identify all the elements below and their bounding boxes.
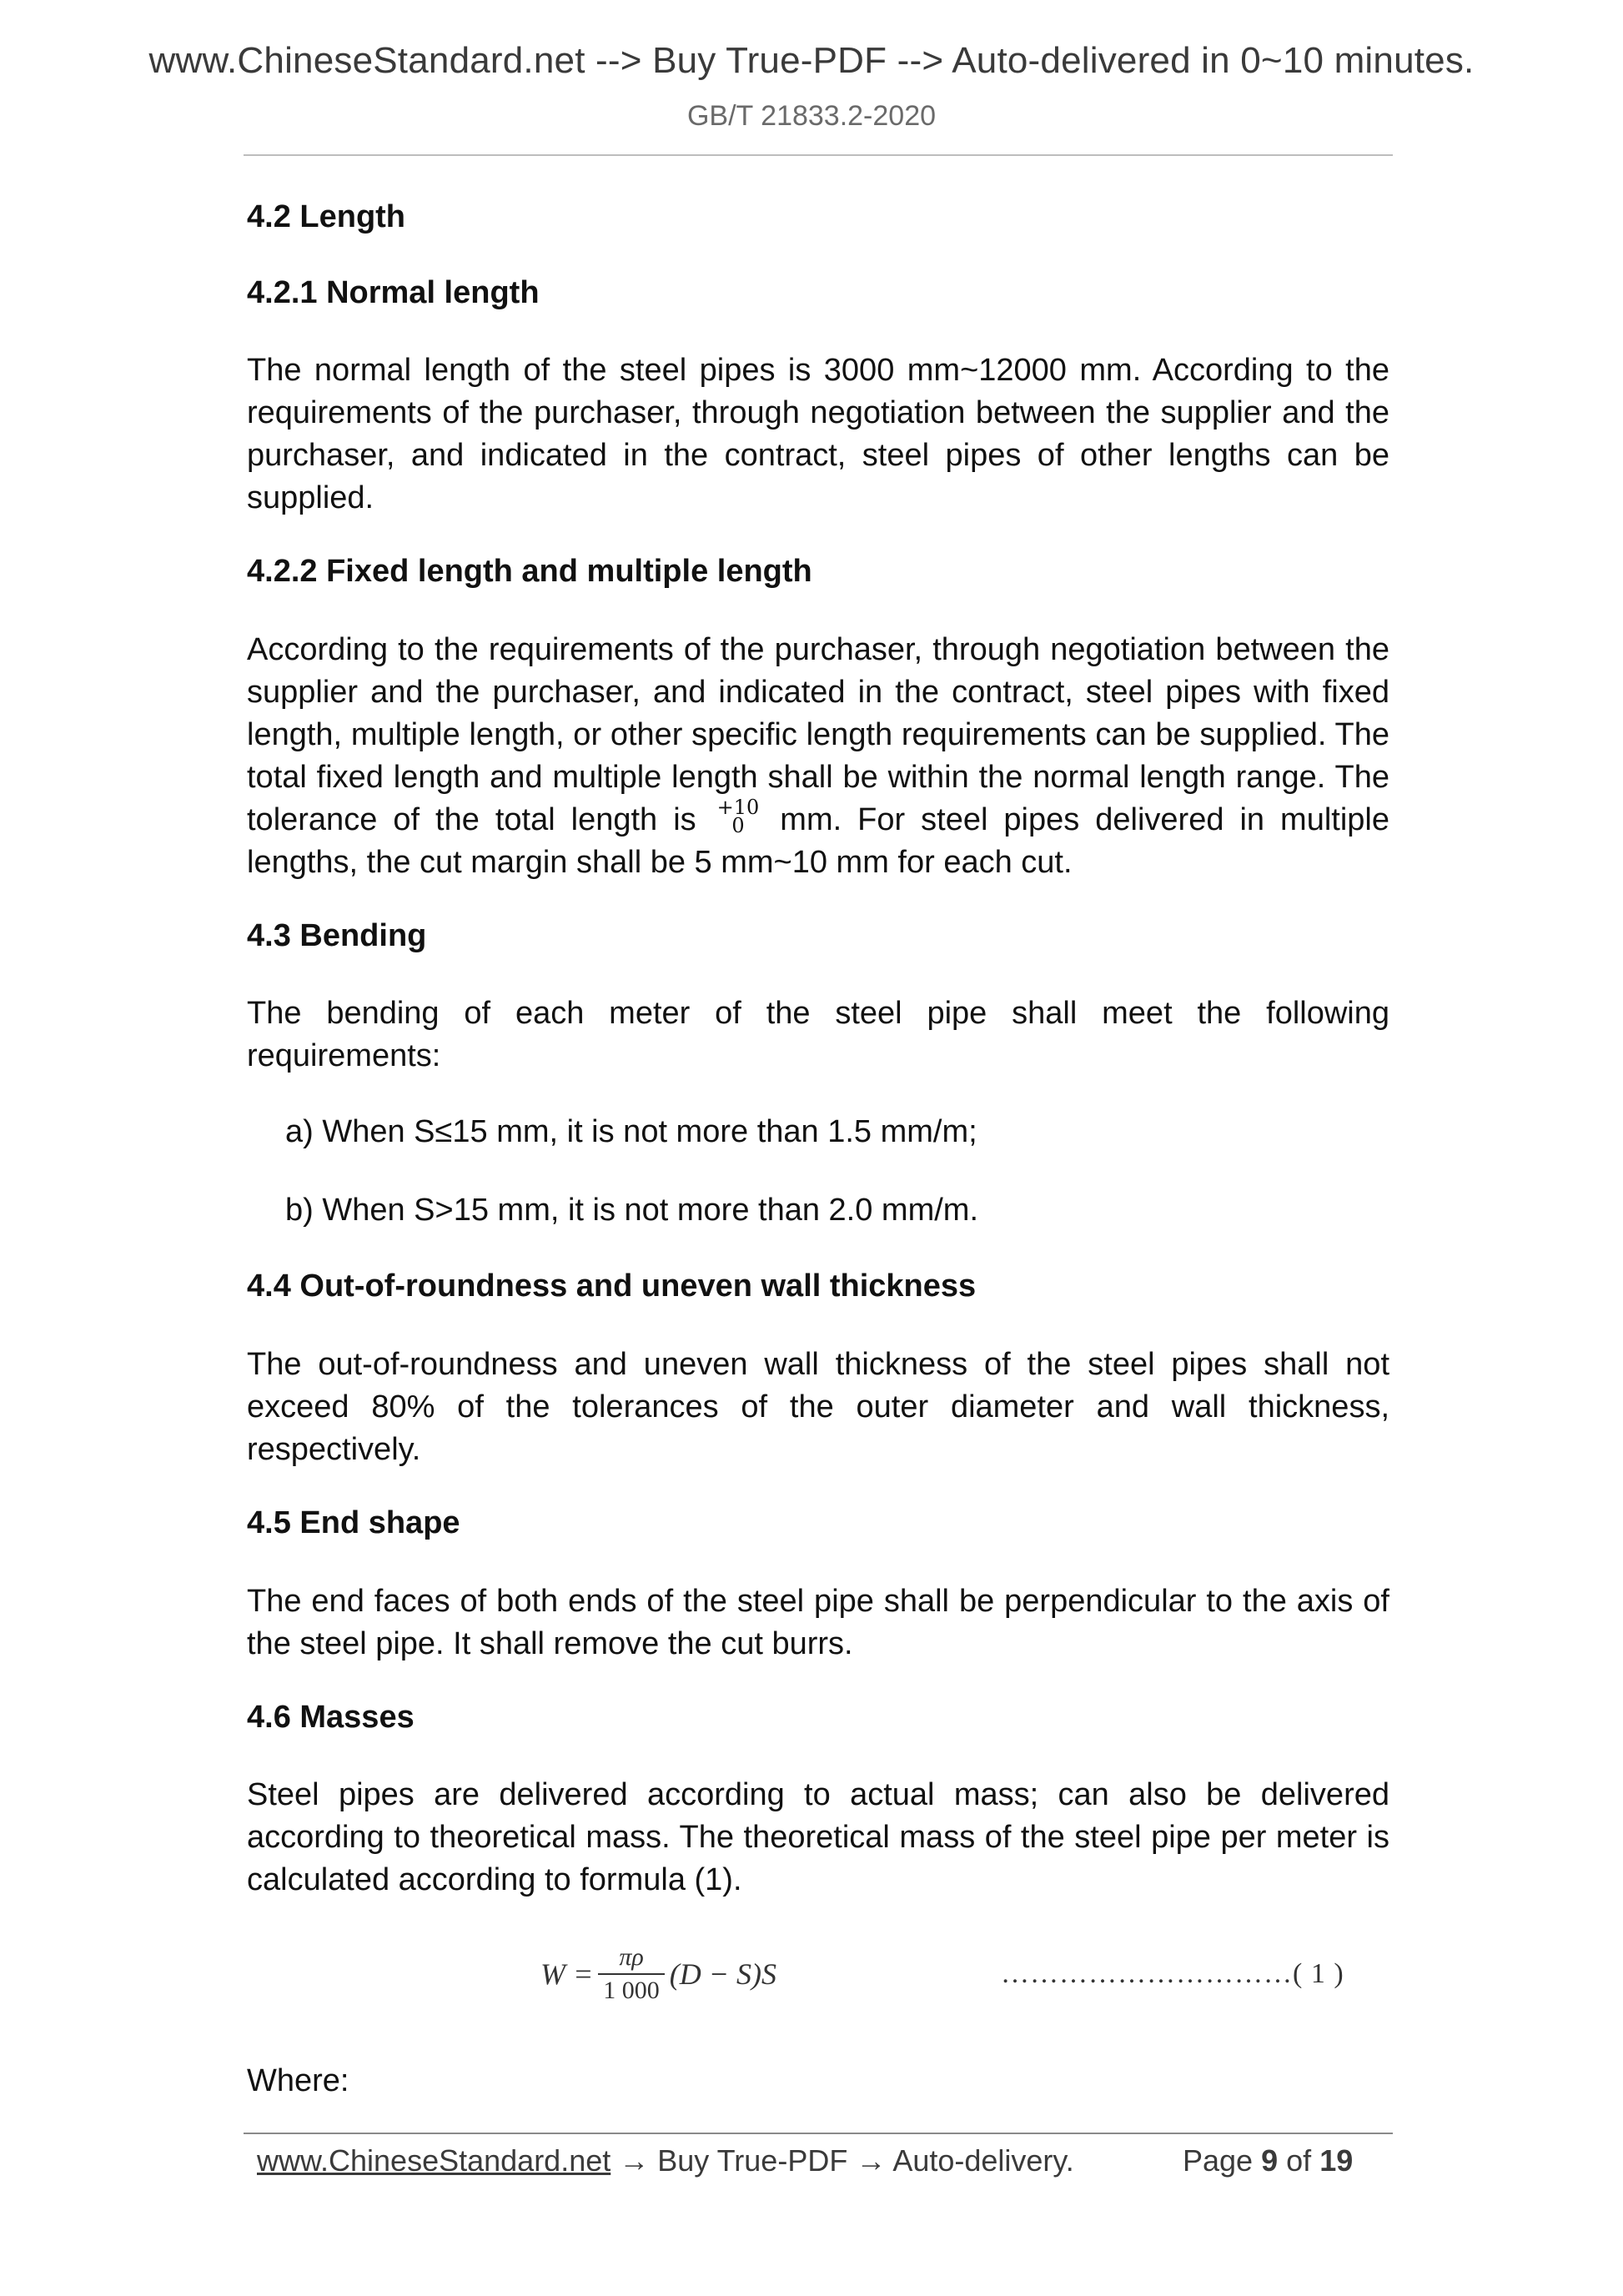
footer-divider [244, 2133, 1393, 2134]
header-banner[interactable]: www.ChineseStandard.net --> Buy True-PDF --> Auto-delivered in 0~10 minutes. [148, 40, 1475, 81]
page-total: 19 [1319, 2143, 1354, 2178]
list-item-b: b) When S>15 mm, it is not more than 2.0 mm/m. [285, 1193, 979, 1228]
heading-4-6: 4.6 Masses [247, 1699, 415, 1735]
paragraph-bending: The bending of each meter of the steel pipe shall meet the following requirements: [247, 996, 1389, 1074]
page-indicator [1183, 2143, 1353, 2178]
heading-4-4: 4.4 Out-of-roundness and uneven wall thickness [247, 1269, 977, 1304]
formula-lhs: W = [540, 1957, 594, 1992]
heading-4-2-1: 4.2.1 Normal length [247, 274, 540, 310]
list-item-a: a) When S≤15 mm, it is not more than 1.5 mm/m; [285, 1114, 977, 1150]
paragraph-masses: Steel pipes are delivered according to actual mass; can also be delivered according to theoretical mass. The theoretical mass of the steel pipe per meter is calculated according to formula (1). [247, 1777, 1389, 1898]
length-tolerance [716, 795, 760, 837]
fixed-length-text-after: mm. For steel pipes delivered in multiple lengths, the cut margin shall be 5 mm~10 mm for each cut. [247, 801, 1389, 880]
standard-code: GB/T 21833.2-2020 [686, 100, 937, 132]
paragraph-end-shape: The end faces of both ends of the steel pipe shall be perpendicular to the axis of the steel pipe. It shall remove the cut burrs. [247, 1583, 1389, 1661]
heading-4-2: 4.2 Length [247, 199, 406, 234]
footer-promo [257, 2143, 1074, 2178]
where-label: Where: [247, 2063, 349, 2099]
formula-numerator: πρ [619, 1943, 644, 1972]
fixed-length-text-before: According to the requirements of the purchaser, through negotiation between the supplier and the purchaser, and indicated in the contract, steel pipes with fixed length, multiple length, or other specific length requirements can be supplied. The total fixed length and multiple length shall be within the normal length range. The tolerance of the total length is [247, 631, 1389, 837]
tolerance-upper: +10 [716, 795, 760, 819]
formula-expression [540, 1943, 776, 2005]
paragraph-fixed-length [247, 629, 1389, 884]
formula-1 [247, 1935, 1389, 2035]
fraction-bar [598, 1973, 665, 1975]
of-label: of [1286, 2143, 1312, 2178]
paragraph-out-of-roundness: The out-of-roundness and uneven wall thickness of the steel pipes shall not exceed 80% of the tolerances of the outer diameter and wall thickness, respectively. [247, 1346, 1389, 1467]
formula-denominator: 1 000 [603, 1977, 660, 2005]
document-body [247, 198, 1389, 2136]
footer-promo-text: → Buy True-PDF → Auto-delivery. [611, 2143, 1074, 2178]
heading-4-3: 4.3 Bending [247, 917, 427, 953]
paragraph-normal-length: The normal length of the steel pipes is 3000 mm~12000 mm. According to the requirements of the purchaser, through negotiation between the supplier and the purchaser, and indicated in the contract, steel pipes of other lengths can be supplied. [247, 353, 1389, 516]
page-number: 9 [1261, 2143, 1279, 2178]
formula-fraction [598, 1943, 665, 2005]
page-label: Page [1183, 2143, 1254, 2178]
heading-4-5: 4.5 End shape [247, 1505, 460, 1540]
heading-4-2-2: 4.2.2 Fixed length and multiple length [247, 554, 812, 590]
footer-site-link[interactable]: www.ChineseStandard.net [257, 2143, 611, 2178]
tolerance-lower: 0 [731, 813, 745, 837]
header-divider [244, 154, 1393, 156]
formula-rhs: (D − S)S [669, 1957, 777, 1992]
formula-number: …………………………( 1 ) [1001, 1958, 1344, 1990]
